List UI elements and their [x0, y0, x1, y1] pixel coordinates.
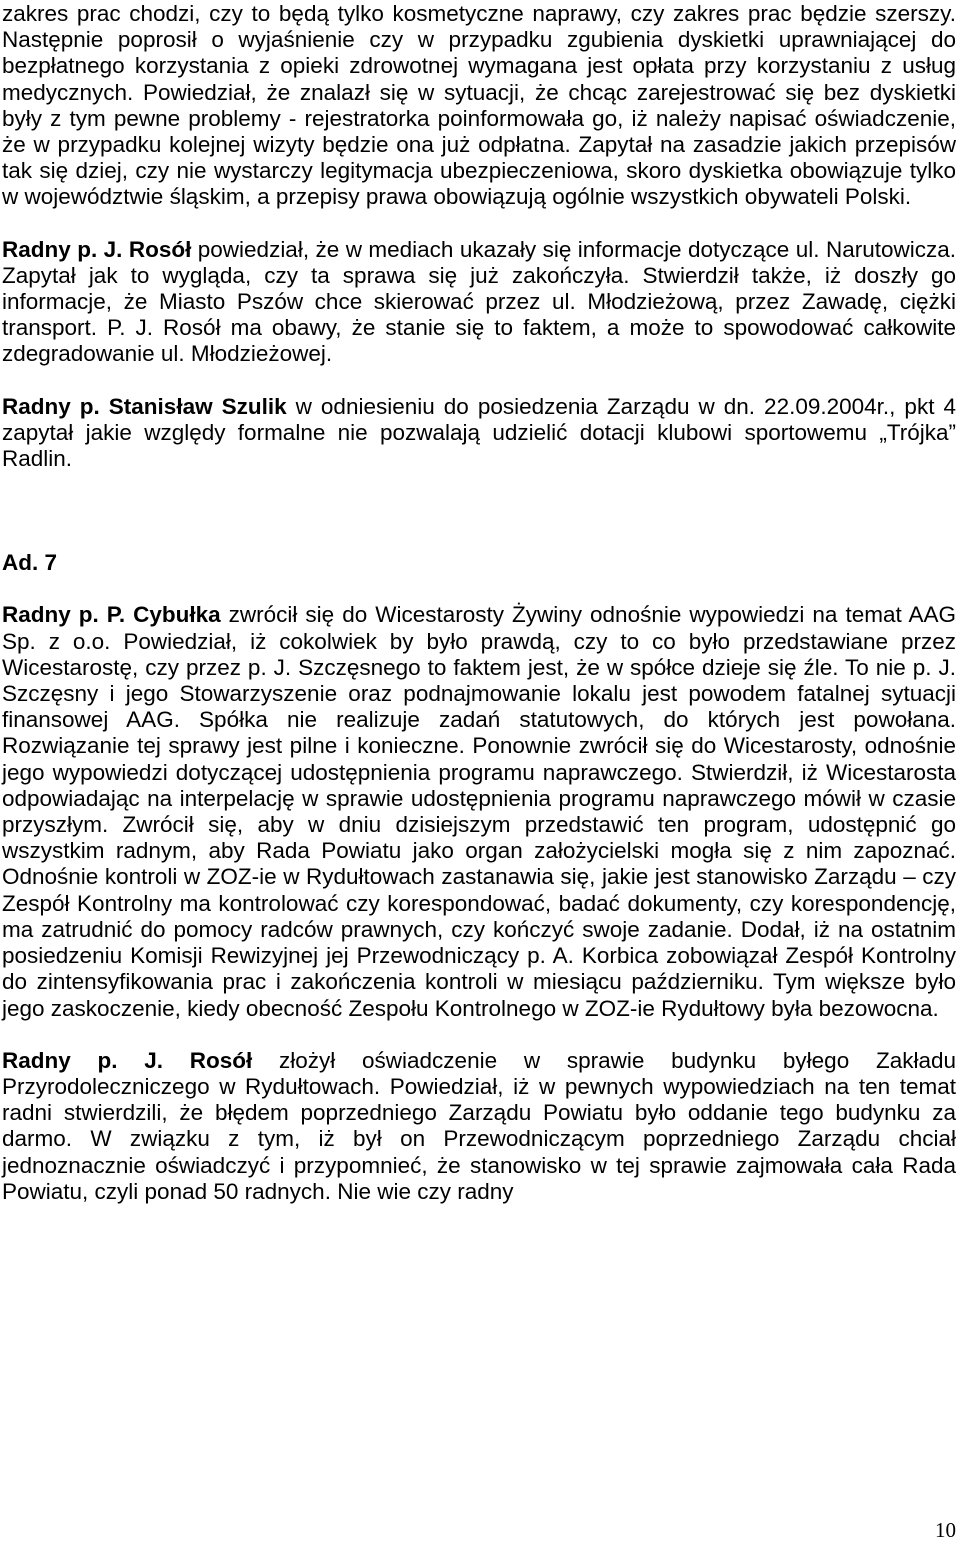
- speaker-name: Radny p. Stanisław Szulik: [2, 393, 287, 419]
- paragraph-gap: [2, 576, 956, 602]
- speaker-name: Radny p. P. Cybułka: [2, 602, 221, 628]
- page-number: 10: [935, 1518, 956, 1542]
- speaker-name: Radny p. J. Rosół: [2, 236, 192, 262]
- section-gap: [2, 472, 956, 550]
- paragraph-text: powiedział, że w mediach ukazały się informacje dotyczące ul. Narutowicza. Zapytał jak to wygląda, czy ta sprawa się już zakończyła. Stwierdził także, iż doszły go informacje, że Miasto Pszów chce skierować przez ul. Młodzieżową, przez Zawadę, ciężki transport. P. J. Rosół ma obawy, że stanie się to faktem, a może to spowodować całkowite zdegradowanie ul. Młodzieżowej.: [2, 236, 956, 367]
- paragraph-gap: [2, 1022, 956, 1048]
- paragraph-text: złożył oświadczenie w sprawie budynku byłego Zakładu Przyrodoleczniczego w Rydułtowach. Powiedział, iż w pewnych wypowiedziach na ten temat radni stwierdzili, że błędem poprzedniego Zarządu Powiatu było oddanie tego budynku za darmo. W związku z tym, iż był on Przewodniczącym poprzedniego Zarządu chciał jednoznacznie oświadczyć i przypomnieć, że stanowisko w tej sprawie zajmowała cała Rada Powiatu, czyli ponad 50 radnych. Nie wie czy radny: [2, 1047, 957, 1204]
- speaker-name: Radny p. J. Rosół: [2, 1047, 253, 1073]
- section-heading-ad7: Ad. 7: [2, 550, 58, 576]
- document-page: [2, 0, 956, 1205]
- paragraph-gap: [2, 211, 956, 237]
- paragraph-gap: [2, 368, 956, 394]
- paragraph-rosol-narutowicza: [2, 237, 956, 368]
- paragraph-text: zakres prac chodzi, czy to będą tylko kosmetyczne naprawy, czy zakres prac będzie szerszy. Następnie poprosił o wyjaśnienie czy w przypadku zgubienia dyskietki uprawniającej do bezpłatnego korzystania z opieki zdrowotnej wymagana jest opłata przy korzystaniu z usług medycznych. Powiedział, że znalazł się w sytuacji, że chcąc zarejestrować się bez dyskietki były z tym pewne problemy - rejestratorka poinformowała go, iż należy napisać oświadczenie, że w przypadku kolejnej wizyty będzie ona już odpłatna. Zapytał na zasadzie jakich przepisów tak się dziej, czy nie wystarczy legitymacja ubezpieczeniowa, skoro dyskietka obowiązuje tylko w województwie śląskim, a przepisy prawa obowiązują ogólnie wszystkich obywateli Polski.: [2, 1, 956, 210]
- paragraph-medical-diskette: [2, 1, 956, 211]
- paragraph-cybulka-aag: [2, 602, 956, 1021]
- paragraph-text: w odniesieniu do posiedzenia Zarządu w dn. 22.09.2004r., pkt 4 zapytał jakie względy formalne nie pozwalają udzielić dotacji klubowi sportowemu „Trójka” Radlin.: [2, 393, 956, 472]
- paragraph-szulik-dotacja: [2, 394, 956, 473]
- paragraph-text: zwrócił się do Wicestarosty Żywiny odnośnie wypowiedzi na temat AAG Sp. z o.o. Powiedział, iż cokolwiek by było prawdą, czy to co było przedstawiane przez Wicestarostę, czy przez p. J. Szczęsnego to faktem jest, że w spółce dzieje się źle. To nie p. J. Szczęsny i jego Stowarzyszenie oraz podnajmowanie lokalu jest powodem fatalnej sytuacji finansowej AAG. Spółka nie realizuje zadań statutowych, do których jest powołana. Rozwiązanie tej sprawy jest pilne i konieczne. Ponownie zwrócił się do Wicestarosty, odnośnie jego wypowiedzi dotyczącej udostępnienia programu naprawczego. Stwierdził, iż Wicestarosta odpowiadając na interpelację w sprawie udostępnienia programu naprawczego mówił w czasie przyszłym. Zwrócił się, aby w dniu dzisiejszym przedstawić ten program, udostępnić go wszystkim radnym, aby Rada Powiatu jako organ założycielski mogła się z nim zapoznać. Odnośnie kontroli w ZOZ-ie w Rydułtowach zastanawia się, jakie jest stanowisko Zarządu – czy Zespół Kontrolny ma kontrolować czy korespondować, badać dokumenty, czy korespondencję, ma zatrudnić do pomocy radców prawnych, czy kończyć swoje zadanie. Dodał, iż na ostatnim posiedzeniu Komisji Rewizyjnej jej Przewodniczący p. A. Korbica zobowiązał Zespół Kontrolny do zintensyfikowania prac i zakończenia kontroli w miesiącu październiku. Tym większe było jego zaskoczenie, kiedy obecność Zespołu Kontrolnego w ZOZ-ie Rydułtowy była bezowocna.: [2, 602, 957, 1021]
- paragraph-rosol-budynek: [2, 1048, 956, 1205]
